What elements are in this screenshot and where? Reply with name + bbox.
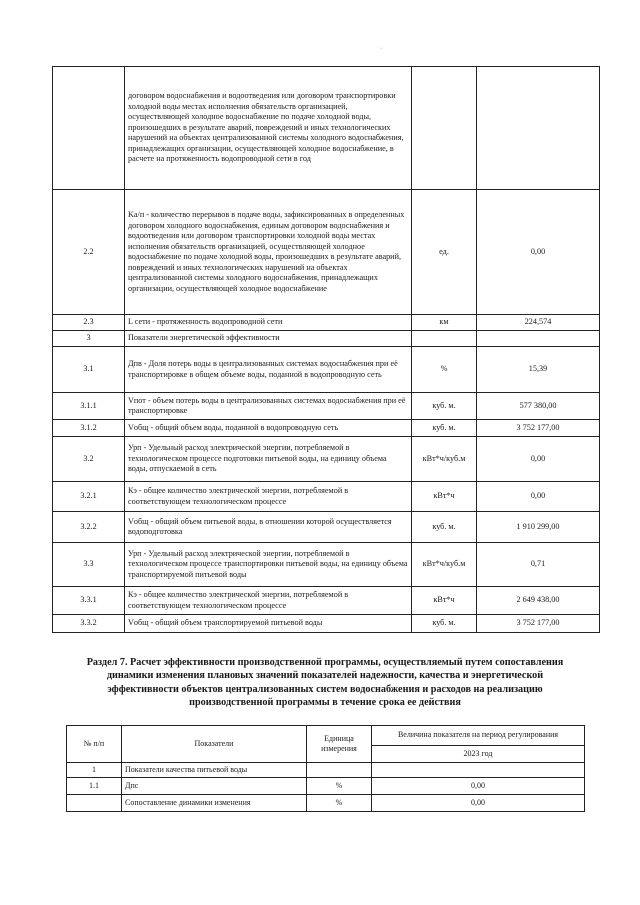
row-value: 0,00 bbox=[372, 778, 585, 795]
row-unit bbox=[307, 763, 372, 778]
table-row bbox=[53, 315, 600, 331]
row-unit: куб. м. bbox=[412, 615, 477, 633]
row-number: 3.1.1 bbox=[53, 393, 125, 420]
row-text: Показатели энергетической эффективности bbox=[125, 331, 412, 347]
header-indicator: Показатели bbox=[122, 726, 307, 763]
row-number bbox=[67, 795, 122, 812]
table-row bbox=[53, 67, 600, 190]
row-text: Дпс bbox=[122, 778, 307, 795]
row-unit bbox=[412, 331, 477, 347]
table-row bbox=[67, 778, 585, 795]
row-unit: кВт*ч bbox=[412, 482, 477, 512]
row-number: 1 bbox=[67, 763, 122, 778]
row-value: 0,00 bbox=[477, 437, 600, 482]
row-value: 224,574 bbox=[477, 315, 600, 331]
row-number: 3.2 bbox=[53, 437, 125, 482]
row-text: Ka/п - количество перерывов в подаче воды, зафиксированных в определенных договором холодного водоснабжения, единым договором водоснабжения и водоотведения или договором транспортировки холодной воды местах исполнения обязательств организацией, осуществляющей холодное водоснабжение по подаче холодной воды, произошедших в результате аварий, повреждений и иных технологических нарушений на объектах централизованной системы холодного водоснабжения, принадлежащих организации, осуществляющей холодное водоснабжение bbox=[125, 190, 412, 315]
scan-mark: · bbox=[380, 46, 382, 52]
table-row bbox=[53, 190, 600, 315]
row-number: 3.1.2 bbox=[53, 420, 125, 437]
row-number: 3.2.2 bbox=[53, 512, 125, 543]
row-value: 15,39 bbox=[477, 347, 600, 393]
table-row bbox=[53, 615, 600, 633]
row-number: 3.2.1 bbox=[53, 482, 125, 512]
row-value: 0,71 bbox=[477, 543, 600, 587]
row-text: договором водоснабжения и водоотведения или договором транспортировки холодной воды местах исполнения обязательств организацией, осуществляющей холодное водоснабжение по подаче холодной воды, произошедших в результате аварий, повреждений и иных технологических нарушений на объектах централизованной системы холодного водоснабжения, принадлежащих организации, осуществляющей холодное водоснабжение, в расчете на протяженность водопроводной сети в год bbox=[125, 67, 412, 190]
header-value-group: Величина показателя на период регулирования bbox=[372, 726, 585, 746]
indicators-table bbox=[52, 66, 600, 633]
table-row bbox=[53, 512, 600, 543]
row-number: 2.2 bbox=[53, 190, 125, 315]
table-row bbox=[53, 331, 600, 347]
table-row bbox=[53, 587, 600, 615]
row-number: 3.3.1 bbox=[53, 587, 125, 615]
row-unit: кВт*ч/куб.м bbox=[412, 437, 477, 482]
row-unit: куб. м. bbox=[412, 420, 477, 437]
row-unit: ед. bbox=[412, 190, 477, 315]
row-text: Vобщ - общий объем воды, поданной в водопроводную сеть bbox=[125, 420, 412, 437]
row-text: Урп - Удельный расход электрической энергии, потребляемой в технологическом процессе подготовки питьевой воды, на единицу объема воды, отпускаемой в сеть bbox=[125, 437, 412, 482]
row-number: 1.1 bbox=[67, 778, 122, 795]
row-text: Vпот - объем потерь воды в централизованных системах водоснабжения при её транспортировке bbox=[125, 393, 412, 420]
section-7-heading: Раздел 7. Расчет эффективности производственной программы, осуществляемый путем сопоставления динамики изменения плановых значений показателей надежности, качества и энергетической эффективности объектов централизованных систем водоснабжения и расходов на реализацию производственной программы в течение срока ее действия bbox=[86, 657, 564, 709]
row-number: 2.3 bbox=[53, 315, 125, 331]
row-value bbox=[477, 331, 600, 347]
table-row bbox=[53, 347, 600, 393]
row-unit: куб. м. bbox=[412, 393, 477, 420]
row-number: 3.3 bbox=[53, 543, 125, 587]
row-value: 3 752 177,00 bbox=[477, 615, 600, 633]
row-value bbox=[372, 763, 585, 778]
row-unit: % bbox=[412, 347, 477, 393]
header-num: № п/п bbox=[67, 726, 122, 763]
row-text: Показатели качества питьевой воды bbox=[122, 763, 307, 778]
efficiency-table bbox=[66, 725, 585, 812]
table-row bbox=[53, 543, 600, 587]
row-text: Vобщ - общий объем транспортируемой питьевой воды bbox=[125, 615, 412, 633]
row-unit: % bbox=[307, 778, 372, 795]
row-text: L сети - протяженность водопроводной сети bbox=[125, 315, 412, 331]
table-row bbox=[53, 482, 600, 512]
table-row bbox=[53, 420, 600, 437]
row-unit: кВт*ч/куб.м bbox=[412, 543, 477, 587]
row-number: 3.3.2 bbox=[53, 615, 125, 633]
row-text: Кэ - общее количество электрической энергии, потребляемой в соответствующем технологическом процессе bbox=[125, 587, 412, 615]
row-value: 2 649 438,00 bbox=[477, 587, 600, 615]
row-value: 0,00 bbox=[477, 190, 600, 315]
row-number: 3.1 bbox=[53, 347, 125, 393]
row-unit bbox=[412, 67, 477, 190]
row-unit: куб. м. bbox=[412, 512, 477, 543]
row-text: Сопоставление динамики изменения bbox=[122, 795, 307, 812]
row-unit: км bbox=[412, 315, 477, 331]
table-row bbox=[53, 393, 600, 420]
table-row bbox=[67, 795, 585, 812]
row-text: Кэ - общее количество электрической энергии, потребляемой в соответствующем технологическом процессе bbox=[125, 482, 412, 512]
row-number bbox=[53, 67, 125, 190]
row-value: 0,00 bbox=[477, 482, 600, 512]
row-text: Урп - Удельный расход электрической энергии, потребляемой в технологическом процессе транспортировки питьевой воды, на единицу объема транспортируемой питьевой воды bbox=[125, 543, 412, 587]
row-value bbox=[477, 67, 600, 190]
row-value: 0,00 bbox=[372, 795, 585, 812]
row-value: 577 380,00 bbox=[477, 393, 600, 420]
row-value: 1 910 299,00 bbox=[477, 512, 600, 543]
row-unit: % bbox=[307, 795, 372, 812]
table-row bbox=[53, 437, 600, 482]
row-number: 3 bbox=[53, 331, 125, 347]
header-year: 2023 год bbox=[372, 746, 585, 763]
header-row bbox=[67, 726, 585, 746]
row-text: Vобщ - общий объем питьевой воды, в отношении которой осуществляется водоподготовка bbox=[125, 512, 412, 543]
row-value: 3 752 177,00 bbox=[477, 420, 600, 437]
row-text: Дпв - Доля потерь воды в централизованных системах водоснабжения при её транспортировке в общем объеме воды, поданной в водопроводную сеть bbox=[125, 347, 412, 393]
row-unit: кВт*ч bbox=[412, 587, 477, 615]
header-unit: Единица измерения bbox=[307, 726, 372, 763]
table-row bbox=[67, 763, 585, 778]
